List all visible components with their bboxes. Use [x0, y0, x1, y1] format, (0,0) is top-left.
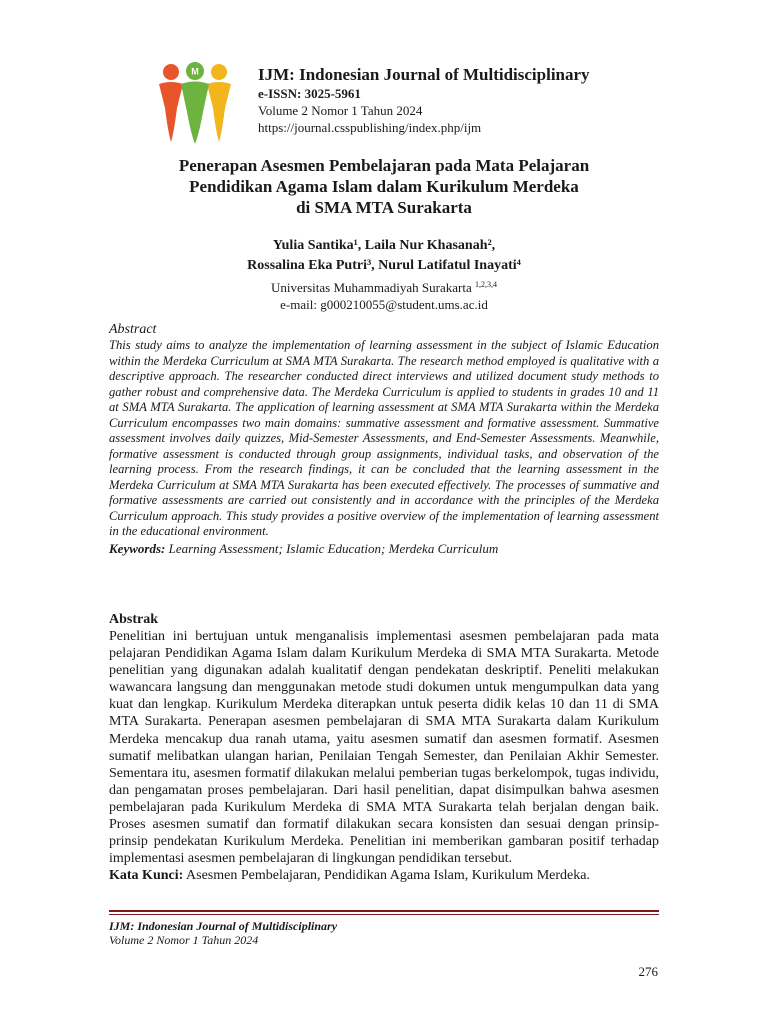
footer	[109, 919, 659, 947]
author-email[interactable]: e-mail: g000210055@student.ums.ac.id	[280, 297, 488, 312]
title-line: Pendidikan Agama Islam dalam Kurikulum Merdeka	[189, 177, 579, 196]
page-number: 276	[638, 964, 658, 979]
abstrak-heading: Abstrak	[109, 612, 159, 627]
kata-kunci	[109, 867, 659, 884]
author-line: Rossalina Eka Putri³, Nurul Latifatul Inayati⁴	[247, 258, 521, 273]
abstract-body: This study aims to analyze the implementation of learning assessment in the subject of Islamic Education within the Merdeka Curriculum at SMA MTA Surakarta. The research method employed is qualitative with a descriptive approach. The researcher conducted direct interviews and utilized document study methods to gather robust and comprehensive data. The Merdeka Curriculum is applied to students in grades 10 and 11 at SMA MTA Surakarta. The application of learning assessment at SMA MTA Surakarta within the Merdeka Curriculum encompasses two main domains: summative assessment and formative assessment. Summative assessment involves daily quizzes, Mid-Semester Assessments, and End-Semester Assessments. Meanwhile, formative assessment is conducted through group assignments, individual tasks, and observation of the learning process. From the research findings, it can be concluded that the learning assessment in the Merdeka Curriculum at SMA MTA Surakarta has been executed effectively. The processes of summative and formative assessments are carried out consistently and in accordance with the principles of the Merdeka Curriculum approach. This study provides a positive overview of the implementation of learning assessment in the educational environment.	[109, 338, 659, 538]
abstract-heading: Abstract	[109, 322, 157, 337]
author-block	[100, 236, 668, 313]
journal-issn: e-ISSN: 3025-5961	[258, 86, 361, 101]
keywords-value: Learning Assessment; Islamic Education; Merdeka Curriculum	[168, 540, 499, 556]
title-line: di SMA MTA Surakarta	[296, 198, 472, 217]
paper-title	[100, 155, 668, 218]
affiliation-superscript: 1,2,3,4	[474, 280, 497, 289]
affiliation-name: Universitas Muhammadiyah Surakarta	[271, 280, 472, 295]
abstract-english	[109, 322, 659, 557]
journal-url[interactable]: https://journal.csspublishing/index.php/ijm	[258, 120, 482, 135]
kata-kunci-label: Kata Kunci:	[109, 868, 184, 884]
logo-letter: M	[191, 66, 199, 77]
journal-title: IJM: Indonesian Journal of Multidisciplinary	[258, 65, 590, 84]
kata-kunci-value: Asesmen Pembelajaran, Pendidikan Agama Islam, Kurikulum Merdeka.	[186, 868, 590, 884]
keywords-label: Keywords:	[109, 540, 166, 556]
title-line: Penerapan Asesmen Pembelajaran pada Mata Pelajaran	[178, 156, 590, 175]
footer-journal: IJM: Indonesian Journal of Multidisciplinary	[109, 919, 338, 933]
footer-divider	[109, 910, 659, 915]
journal-header	[258, 64, 718, 136]
journal-volume: Volume 2 Nomor 1 Tahun 2024	[258, 103, 423, 118]
author-line: Yulia Santika¹, Laila Nur Khasanah²,	[272, 238, 496, 253]
keywords	[109, 541, 659, 557]
journal-logo-icon	[157, 62, 233, 144]
affiliation	[100, 276, 668, 296]
footer-volume: Volume 2 Nomor 1 Tahun 2024	[109, 933, 259, 947]
abstrak-body: Penelitian ini bertujuan untuk menganalisis implementasi asesmen pembelajaran pada mata pelajaran Pendidikan Agama Islam dalam Kurikulum Merdeka di SMA MTA Surakarta. Metode penelitian yang digunakan adalah kualitatif dengan pendekatan deskriptif. Peneliti melakukan wawancara langsung dan menggunakan metode studi dokumen untuk mengumpulkan data yang kuat dan lengkap. Kurikulum Merdeka diterapkan untuk peserta didik kelas 10 dan 11 di SMA MTA Surakarta. Penerapan asesmen pembelajaran di SMA MTA Surakarta dalam Kurikulum Merdeka mencakup dua ranah utama, yaitu asesmen sumatif dan asesmen formatif. Asesmen sumatif melibatkan ulangan harian, Penilaian Tengah Semester, dan Penilaian Akhir Semester. Sementara itu, asesmen formatif dilakukan melalui pemberian tugas berkelompok, tugas individu, dan pengamatan proses pembelajaran. Dari hasil penelitian, dapat disimpulkan bahwa asesmen pembelajaran pada Kurikulum Merdeka di SMA MTA Surakarta telah berjalan dengan baik. Proses asesmen sumatif dan formatif dilakukan secara konsisten dan sesuai dengan prinsip-prinsip pendekatan Kurikulum Merdeka. Penelitian ini memberikan gambaran positif terhadap implementasi asesmen pembelajaran di lingkungan pendidikan tersebut.	[109, 629, 659, 867]
abstract-indonesian	[109, 612, 659, 884]
